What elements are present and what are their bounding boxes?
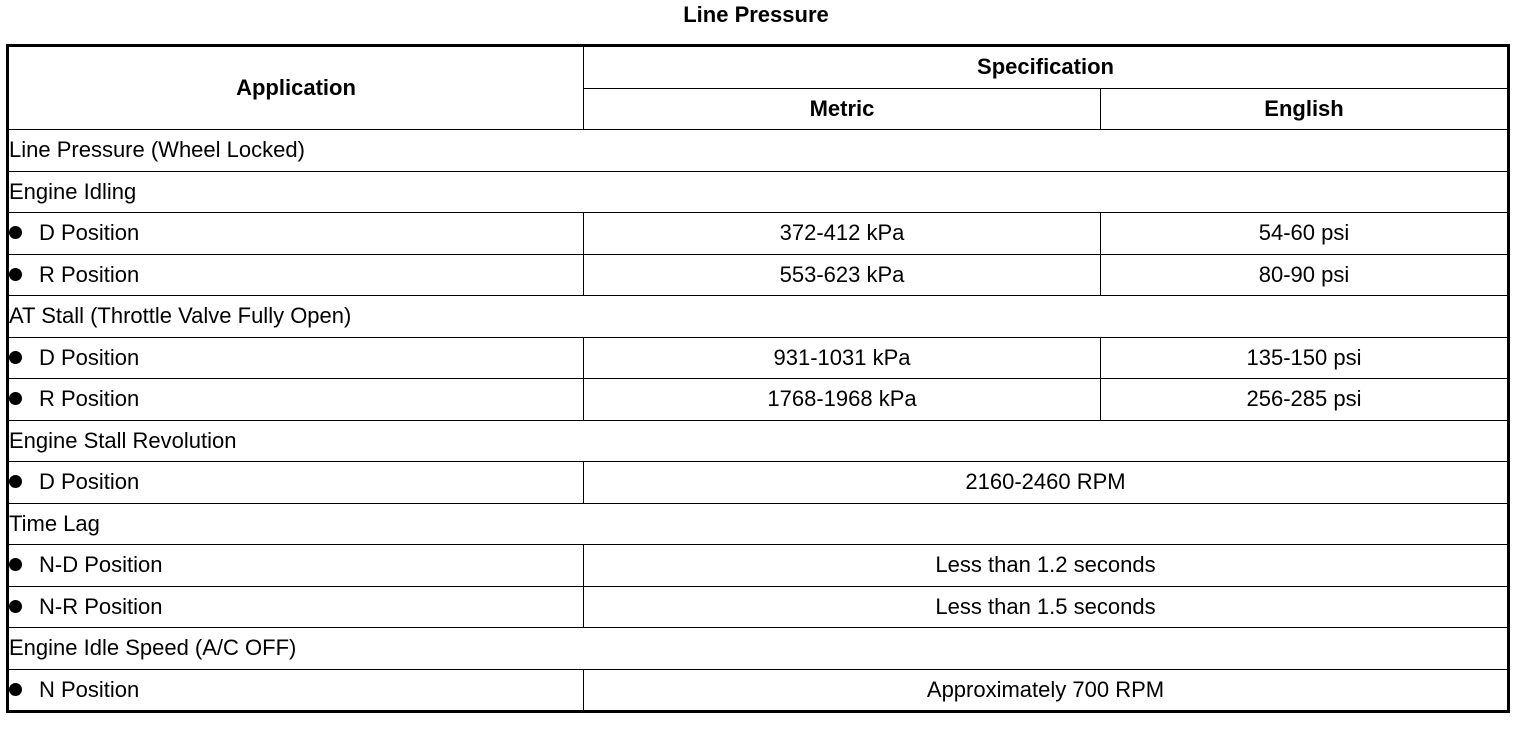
bullet-icon (9, 475, 22, 488)
row-application (8, 586, 584, 628)
row-label: D Position (39, 469, 140, 495)
row-application (8, 213, 584, 255)
section-label: Engine Idling (8, 171, 1509, 213)
row-application (8, 379, 584, 421)
section-label: Engine Stall Revolution (8, 420, 1509, 462)
table-row (8, 254, 1509, 296)
section-label: Line Pressure (Wheel Locked) (8, 130, 1509, 172)
metric-value: 1768-1968 kPa (584, 379, 1101, 421)
table-row (8, 379, 1509, 421)
english-value: 135-150 psi (1101, 337, 1509, 379)
column-header-metric: Metric (584, 88, 1101, 130)
spec-value: Approximately 700 RPM (584, 669, 1509, 712)
row-label: D Position (39, 344, 140, 370)
bullet-icon (9, 392, 22, 405)
section-label: Engine Idle Speed (A/C OFF) (8, 628, 1509, 670)
page-title: Line Pressure (683, 2, 829, 27)
bullet-icon (9, 683, 22, 696)
column-header-specification: Specification (584, 46, 1509, 89)
metric-value: 372-412 kPa (584, 213, 1101, 255)
row-application (8, 545, 584, 587)
row-application (8, 254, 584, 296)
row-application (8, 669, 584, 712)
section-row (8, 171, 1509, 213)
row-label: R Position (39, 261, 140, 287)
row-label: N-D Position (39, 552, 163, 578)
english-value: 54-60 psi (1101, 213, 1509, 255)
spec-table (6, 44, 1510, 713)
table-header (8, 46, 1509, 130)
bullet-icon (9, 600, 22, 613)
table-row (8, 337, 1509, 379)
row-label: R Position (39, 386, 140, 412)
section-row (8, 296, 1509, 338)
header-row (8, 46, 1509, 89)
spec-value: Less than 1.2 seconds (584, 545, 1509, 587)
section-label: AT Stall (Throttle Valve Fully Open) (8, 296, 1509, 338)
table-row (8, 213, 1509, 255)
section-row (8, 628, 1509, 670)
table-row (8, 586, 1509, 628)
metric-value: 553-623 kPa (584, 254, 1101, 296)
table-row (8, 669, 1509, 712)
bullet-icon (9, 558, 22, 571)
section-label: Time Lag (8, 503, 1509, 545)
section-row (8, 130, 1509, 172)
bullet-icon (9, 351, 22, 364)
row-label: N Position (39, 676, 140, 702)
table-row (8, 462, 1509, 504)
english-value: 256-285 psi (1101, 379, 1509, 421)
section-row (8, 420, 1509, 462)
bullet-icon (9, 268, 22, 281)
spec-value: Less than 1.5 seconds (584, 586, 1509, 628)
table-body (8, 130, 1509, 712)
row-label: N-R Position (39, 593, 163, 619)
bullet-icon (9, 226, 22, 239)
table-row (8, 545, 1509, 587)
spec-value: 2160-2460 RPM (584, 462, 1509, 504)
row-label: D Position (39, 220, 140, 246)
english-value: 80-90 psi (1101, 254, 1509, 296)
column-header-english: English (1101, 88, 1509, 130)
column-header-application: Application (8, 46, 584, 130)
metric-value: 931-1031 kPa (584, 337, 1101, 379)
section-row (8, 503, 1509, 545)
row-application (8, 337, 584, 379)
row-application (8, 462, 584, 504)
